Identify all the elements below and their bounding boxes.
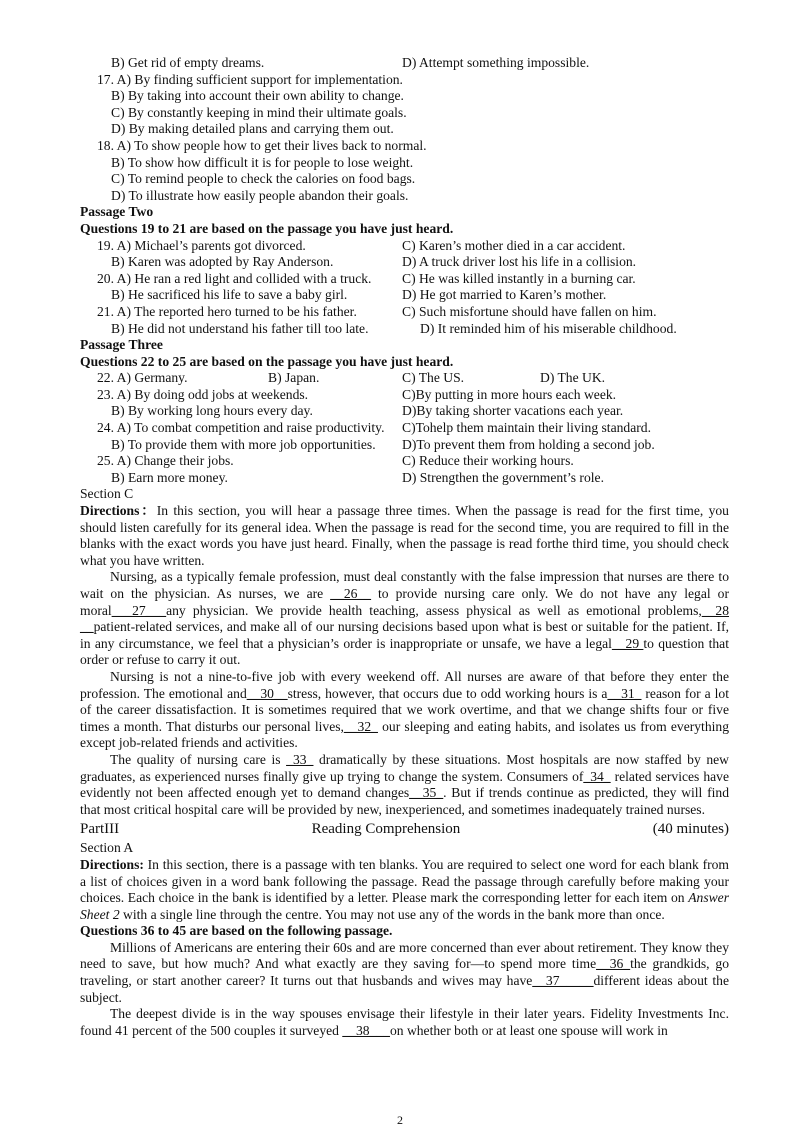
part-time: (40 minutes) (652, 821, 729, 838)
q25-option-c: C) Reduce their working hours. (402, 453, 574, 469)
q20-option-a: 20. A) He ran a red light and collided with a truck. (97, 270, 372, 286)
q17-option-b: B) By taking into account their own ability to change. (111, 88, 404, 104)
q23-option-a: 23. A) By doing odd jobs at weekends. (97, 386, 309, 402)
text-run: to question that order or refuse to carry it out. (80, 635, 729, 668)
passage-two-instructions: Questions 19 to 21 are based on the passage you have just heard. (80, 220, 454, 236)
q24-option-b: B) To provide them with more job opportunities. (111, 436, 376, 452)
q20-option-c: C) He was killed instantly in a burning car. (402, 270, 636, 286)
q24-row-2 (80, 437, 729, 454)
retirement-paragraph-1 (80, 940, 729, 1006)
q19-row-1 (80, 238, 729, 255)
directions-text: with a single line through the centre. You may not use any of the words in the bank more than once. (119, 906, 665, 922)
content-column (80, 55, 729, 1039)
q23-option-d: D)By taking shorter vacations each year. (402, 403, 624, 419)
retirement-paragraph-2 (80, 1006, 729, 1039)
q19-option-c: C) Karen’s mother died in a car accident. (402, 237, 626, 253)
q18-option-d: D) To illustrate how easily people abandon their goals. (111, 187, 409, 203)
page-number: 2 (397, 1113, 403, 1127)
text-run: Nursing, as a typically female profession, must deal constantly with the false impression that nurses are there to wait on the physician. As nurses, we are (80, 569, 729, 601)
text-run: patient-related services, and make all of our nursing decisions based upon what is best or suitable for the patient. If, in any circumstance, we feel that a physician’s order is inappropriate or unsafe, we have a legal (80, 619, 729, 651)
q23-option-c: C)By putting in more hours each week. (402, 386, 617, 402)
passage-three-title: Passage Three (80, 337, 163, 353)
q23-option-b: B) By working long hours every day. (111, 403, 313, 419)
q25-row-2 (80, 470, 729, 487)
blank-34: _34_ (583, 768, 611, 784)
text-run: Millions of Americans are entering their 60s and are more concerned than ever about retirement. They know they need to save, but how much? And what exactly are they saving for—to spend more time (80, 939, 729, 972)
q23-row-1 (80, 387, 729, 404)
part-name: PartIII (80, 821, 120, 838)
directions-label: Directions: (80, 856, 144, 872)
retirement-passage (80, 940, 729, 1040)
blank-30: __30__ (246, 685, 288, 701)
nursing-paragraph-2 (80, 669, 729, 752)
q25-option-b: B) Earn more money. (111, 469, 228, 485)
blank-38: __38___ (342, 1022, 390, 1038)
section-a-title: Section A (80, 840, 134, 856)
q19-option-a: 19. A) Michael’s parents got divorced. (97, 237, 306, 253)
directions-text: In this section, there is a passage with ten blanks. You are required to select one word for each blank from a list of choices given in a word bank following the passage. Read the passage through carefully before making your choices. Each choice in the bank is identified by a letter. Please mark the corresponding letter for each item on (80, 856, 729, 906)
text-run: stress, however, that occurs due to odd working hours is a (287, 685, 608, 701)
q18-option-c: C) To remind people to check the calories on food bags. (111, 171, 416, 187)
q24-row-1 (80, 420, 729, 437)
text-run: to provide nursing care only. We do not have any legal or moral (80, 586, 729, 618)
blank-35: __35_ (409, 785, 444, 801)
q25-row-1 (80, 453, 729, 470)
q21-option-b: B) He did not understand his father till too late. (111, 320, 369, 336)
answer-sheet-ref: Answer Sheet 2 (80, 890, 729, 922)
q19-row-2 (80, 254, 729, 271)
passage-three-instructions: Questions 22 to 25 are based on the passage you have just heard. (80, 353, 454, 369)
q22-option-b: B) Japan. (268, 370, 320, 386)
q22-option-d: D) The UK. (540, 370, 606, 386)
q18-option-a: 18. A) To show people how to get their lives back to normal. (97, 137, 427, 153)
q20-option-d: D) He got married to Karen’s mother. (402, 287, 607, 303)
q16-option-d: D) Attempt something impossible. (402, 55, 590, 70)
blank-36: __36_ (596, 956, 631, 972)
nursing-passage (80, 569, 729, 818)
section-c-title: Section C (80, 486, 134, 502)
blank-32: __32_ (343, 718, 378, 734)
text-run: The quality of nursing care is (110, 751, 287, 767)
q25-option-a: 25. A) Change their jobs. (97, 453, 234, 469)
q18-option-b: B) To show how difficult it is for people to lose weight. (111, 154, 414, 170)
q16-option-b: B) Get rid of empty dreams. (111, 55, 265, 70)
q21-option-c: C) Such misfortune should have fallen on him. (402, 303, 657, 319)
text-run: dramatically by these situations. Most hospitals are now staffed by new graduates, as experienced nurses finally give up trying to change the system. Consumers of (80, 751, 729, 784)
q25-option-d: D) Strengthen the government’s role. (402, 469, 604, 485)
blank-26: __26__ (330, 586, 371, 601)
text-run: . But if trends continue as predicted, they will find that most critical hospital care will be provided by new, inexperienced, and sometimes inadequately trained nurses. (80, 785, 729, 817)
q22-option-a: 22. A) Germany. (97, 370, 188, 386)
q22-option-c: C) The US. (402, 370, 465, 386)
directions-text: In this section, you will hear a passage three times. When the passage is read for the first time, you should listen carefully for its general idea. When the passage is read for the second time, you are required to fill in the blanks with the exact words you have just heard. Finally, when the passage is read forthe third time, you should check what you have written. (80, 503, 729, 568)
text-run: The deepest divide is in the way spouses envisage their lifestyle in their later years. Fidelity Investments Inc. found 41 percent of the 500 couples it surveyed (80, 1006, 729, 1038)
blank-29: __29 (611, 635, 644, 651)
blank-27: ___27___ (111, 602, 167, 618)
q24-option-c: C)Tohelp them maintain their living standard. (402, 420, 651, 436)
section-c-directions (80, 503, 729, 569)
q24-option-a: 24. A) To combat competition and raise productivity. (97, 420, 385, 436)
text-run: related services have evidently not been affected enough yet to demand changes (80, 768, 729, 801)
text-run: Nursing is not a nine-to-five job with every weekend off. All nurses are aware of that before they enter the profession. The emotional and (80, 668, 729, 701)
q21-row-1 (80, 304, 729, 321)
blank-31: __31_ (607, 685, 642, 701)
directions-label: Directions： (80, 503, 157, 519)
text-run: the grandkids, go traveling, or start another career? It turns out that husbands and wives may have (80, 956, 729, 989)
q20-option-b: B) He sacrificed his life to save a baby girl. (111, 287, 348, 303)
q24-option-d: D)To prevent them from holding a second job. (402, 436, 655, 452)
q21-row-2 (80, 321, 729, 338)
text-run: our sleeping and eating habits, and isolates us from everything except job-related friends and activities. (80, 718, 729, 751)
questions-36-45-instructions: Questions 36 to 45 are based on the following passage. (80, 923, 393, 939)
q21-option-a: 21. A) The reported hero turned to be his father. (97, 303, 357, 319)
blank-37: __37_____ (532, 973, 594, 989)
text-run: different ideas about the subject. (80, 973, 729, 1005)
text-run: on whether both or at least one spouse will work in (389, 1022, 668, 1038)
nursing-paragraph-3 (80, 752, 729, 818)
section-a-directions (80, 857, 729, 923)
q23-row-2 (80, 403, 729, 420)
blank-33: _33_ (286, 751, 314, 767)
part-title: Reading Comprehension (311, 821, 461, 838)
text-run: reason for a lot of the career dissatisfaction. It is sometimes required that we work overtime, and that we change shifts four or five times a month. That disturbs our personal lives, (80, 685, 729, 734)
q17-option-a: 17. A) By finding sufficient support for implementation. (97, 71, 403, 87)
blank-28: __28 __ (80, 602, 729, 635)
text-run: any physician. We provide health teaching, assess physical as well as emotional problems, (166, 602, 702, 618)
q17-option-c: C) By constantly keeping in mind their ultimate goals. (111, 104, 407, 120)
q19-option-b: B) Karen was adopted by Ray Anderson. (111, 254, 334, 270)
q22-row (80, 370, 729, 387)
nursing-paragraph-1 (80, 569, 729, 669)
q21-option-d: D) It reminded him of his miserable childhood. (420, 320, 677, 336)
passage-two-title: Passage Two (80, 204, 154, 220)
q20-row-2 (80, 287, 729, 304)
q20-row-1 (80, 271, 729, 288)
q17-option-d: D) By making detailed plans and carrying them out. (111, 121, 394, 137)
q19-option-d: D) A truck driver lost his life in a collision. (402, 254, 637, 270)
part-three-header (80, 818, 729, 840)
q16-options-row (80, 55, 729, 72)
